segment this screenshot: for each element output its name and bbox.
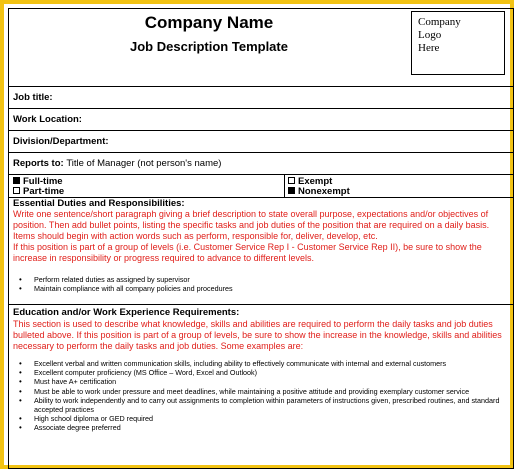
duties-list: [13, 275, 509, 293]
list-item: • Must be able to work under pressure and meet deadlines, while maintaining a positive attitude and providing exemplary customer service: [13, 387, 509, 396]
nonexempt-option[interactable]: [288, 187, 350, 197]
logo-line: Here: [418, 42, 440, 54]
education-list: [13, 359, 509, 433]
list-item: • Associate degree preferred: [13, 423, 509, 432]
list-item: • High school diploma or GED required: [13, 414, 509, 423]
part-time-label: Part-time: [23, 186, 65, 197]
duties-title: Essential Duties and Responsibilities:: [13, 198, 185, 209]
company-logo-placeholder: [411, 11, 505, 75]
checkbox-checked-icon[interactable]: [13, 177, 20, 184]
checkbox-empty-icon[interactable]: [13, 187, 20, 194]
division-row: [9, 131, 513, 153]
document-body: [8, 8, 514, 469]
reports-to-value: Title of Manager (not person's name): [66, 158, 222, 169]
reports-to-label: Reports to:: [13, 158, 64, 169]
list-item: • Maintain compliance with all company policies and procedures: [13, 284, 509, 293]
exemption-options: [288, 177, 350, 197]
nonexempt-label: Nonexempt: [298, 186, 350, 197]
duties-instructions-levels: If this position is part of a group of levels (i.e. Customer Service Rep I - Customer Service Rep II), be sure to show the increase in responsibility or progress required to advance to different levels.: [13, 242, 482, 263]
logo-line: Company: [418, 16, 461, 28]
full-time-label: Full-time: [23, 176, 63, 187]
column-divider: [284, 175, 285, 197]
list-item: • Excellent computer proficiency (MS Office – Word, Excel and Outlook): [13, 368, 509, 377]
work-location-label: Work Location:: [13, 114, 82, 125]
reports-to-row: [9, 153, 513, 175]
job-title-row: [9, 87, 513, 109]
duties-section: [9, 198, 513, 305]
document-header: [9, 9, 513, 87]
checkbox-checked-icon[interactable]: [288, 187, 295, 194]
duties-instructions: Write one sentence/short paragraph giving a brief description to state overall purpose, expectations and/or objectives of position. Then add bullet points, listing the specific tasks and job duties of the position that are required on a daily basis. Items should begin with action words such as perform, responsible for, deliver, develop, etc.: [13, 209, 490, 241]
education-title: Education and/or Work Experience Requirements:: [13, 307, 240, 318]
education-instructions: This section is used to describe what knowledge, skills and abilities are required to perform the daily tasks and job duties bulleted above. If this position is part of a group of levels, be sure to show the increase in the knowledge, skills and abilities necessary to perform the daily tasks and job duties. Some examples are:: [13, 319, 502, 351]
checkbox-empty-icon[interactable]: [288, 177, 295, 184]
employment-type-row: [9, 175, 513, 198]
education-section: [9, 306, 513, 469]
list-item: • Ability to work independently and to carry out assignments to completion within parameters of instructions given, prescribed routines, and standard accepted practices: [13, 396, 509, 414]
part-time-option[interactable]: [13, 187, 64, 197]
job-title-label: Job title:: [13, 92, 53, 103]
list-item: • Must have A+ certification: [13, 377, 509, 386]
exempt-label: Exempt: [298, 176, 333, 187]
list-item: • Excellent verbal and written communication skills, including ability to effectively communicate with internal and external customers: [13, 359, 509, 368]
logo-line: Logo: [418, 29, 442, 41]
list-item: • Perform related duties as assigned by supervisor: [13, 275, 509, 284]
division-label: Division/Department:: [13, 136, 109, 147]
time-options: [13, 177, 64, 197]
work-location-row: [9, 109, 513, 131]
template-title: Job Description Template: [130, 39, 288, 54]
company-name: Company Name: [144, 13, 274, 32]
